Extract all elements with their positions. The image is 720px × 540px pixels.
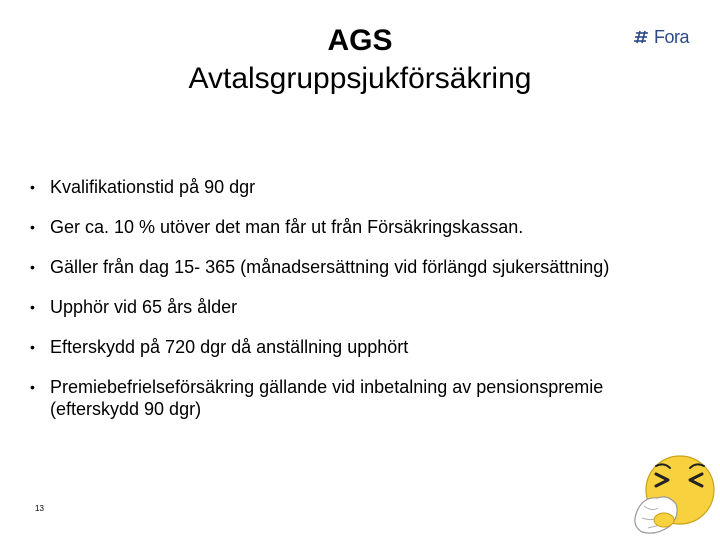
slide-title bbox=[0, 22, 720, 98]
sneezing-smiley-icon bbox=[628, 446, 718, 540]
bullet-text: Upphör vid 65 års ålder bbox=[50, 297, 238, 317]
bullet-text: Efterskydd på 720 dgr då anställning upphört bbox=[50, 337, 409, 357]
bullet-text: Premiebefrielseförsäkring gällande vid inbetalning av pensionspremie bbox=[50, 377, 604, 397]
bullet-dot-icon: • bbox=[30, 299, 35, 315]
bullet-dot-icon: • bbox=[30, 259, 35, 275]
bullet-dot-icon: • bbox=[30, 179, 35, 195]
bullet-item bbox=[30, 376, 690, 420]
bullet-item bbox=[30, 176, 690, 198]
bullet-text: Ger ca. 10 % utöver det man får ut från Försäkringskassan. bbox=[50, 217, 524, 237]
bullet-item bbox=[30, 296, 690, 318]
bullet-item bbox=[30, 336, 690, 358]
bullet-text: Kvalifikationstid på 90 dgr bbox=[50, 177, 256, 197]
slide-title-line-1: AGS bbox=[327, 24, 393, 57]
bullet-continuation: (efterskydd 90 dgr) bbox=[50, 399, 202, 419]
bullet-item bbox=[30, 256, 690, 278]
page-number: 13 bbox=[35, 504, 44, 513]
bullet-list bbox=[30, 176, 690, 438]
bullet-item bbox=[30, 216, 690, 238]
slide-title-line-2: Avtalsgruppsjukförsäkring bbox=[188, 62, 532, 95]
bullet-dot-icon: • bbox=[30, 379, 35, 395]
bullet-dot-icon: • bbox=[30, 219, 35, 235]
bullet-dot-icon: • bbox=[30, 339, 35, 355]
logo-text: Fora bbox=[654, 26, 690, 47]
fora-logo bbox=[634, 27, 689, 47]
bullet-text: Gäller från dag 15- 365 (månadsersättning vid förlängd sjukersättning) bbox=[50, 257, 610, 277]
fora-logo-icon bbox=[634, 29, 652, 45]
